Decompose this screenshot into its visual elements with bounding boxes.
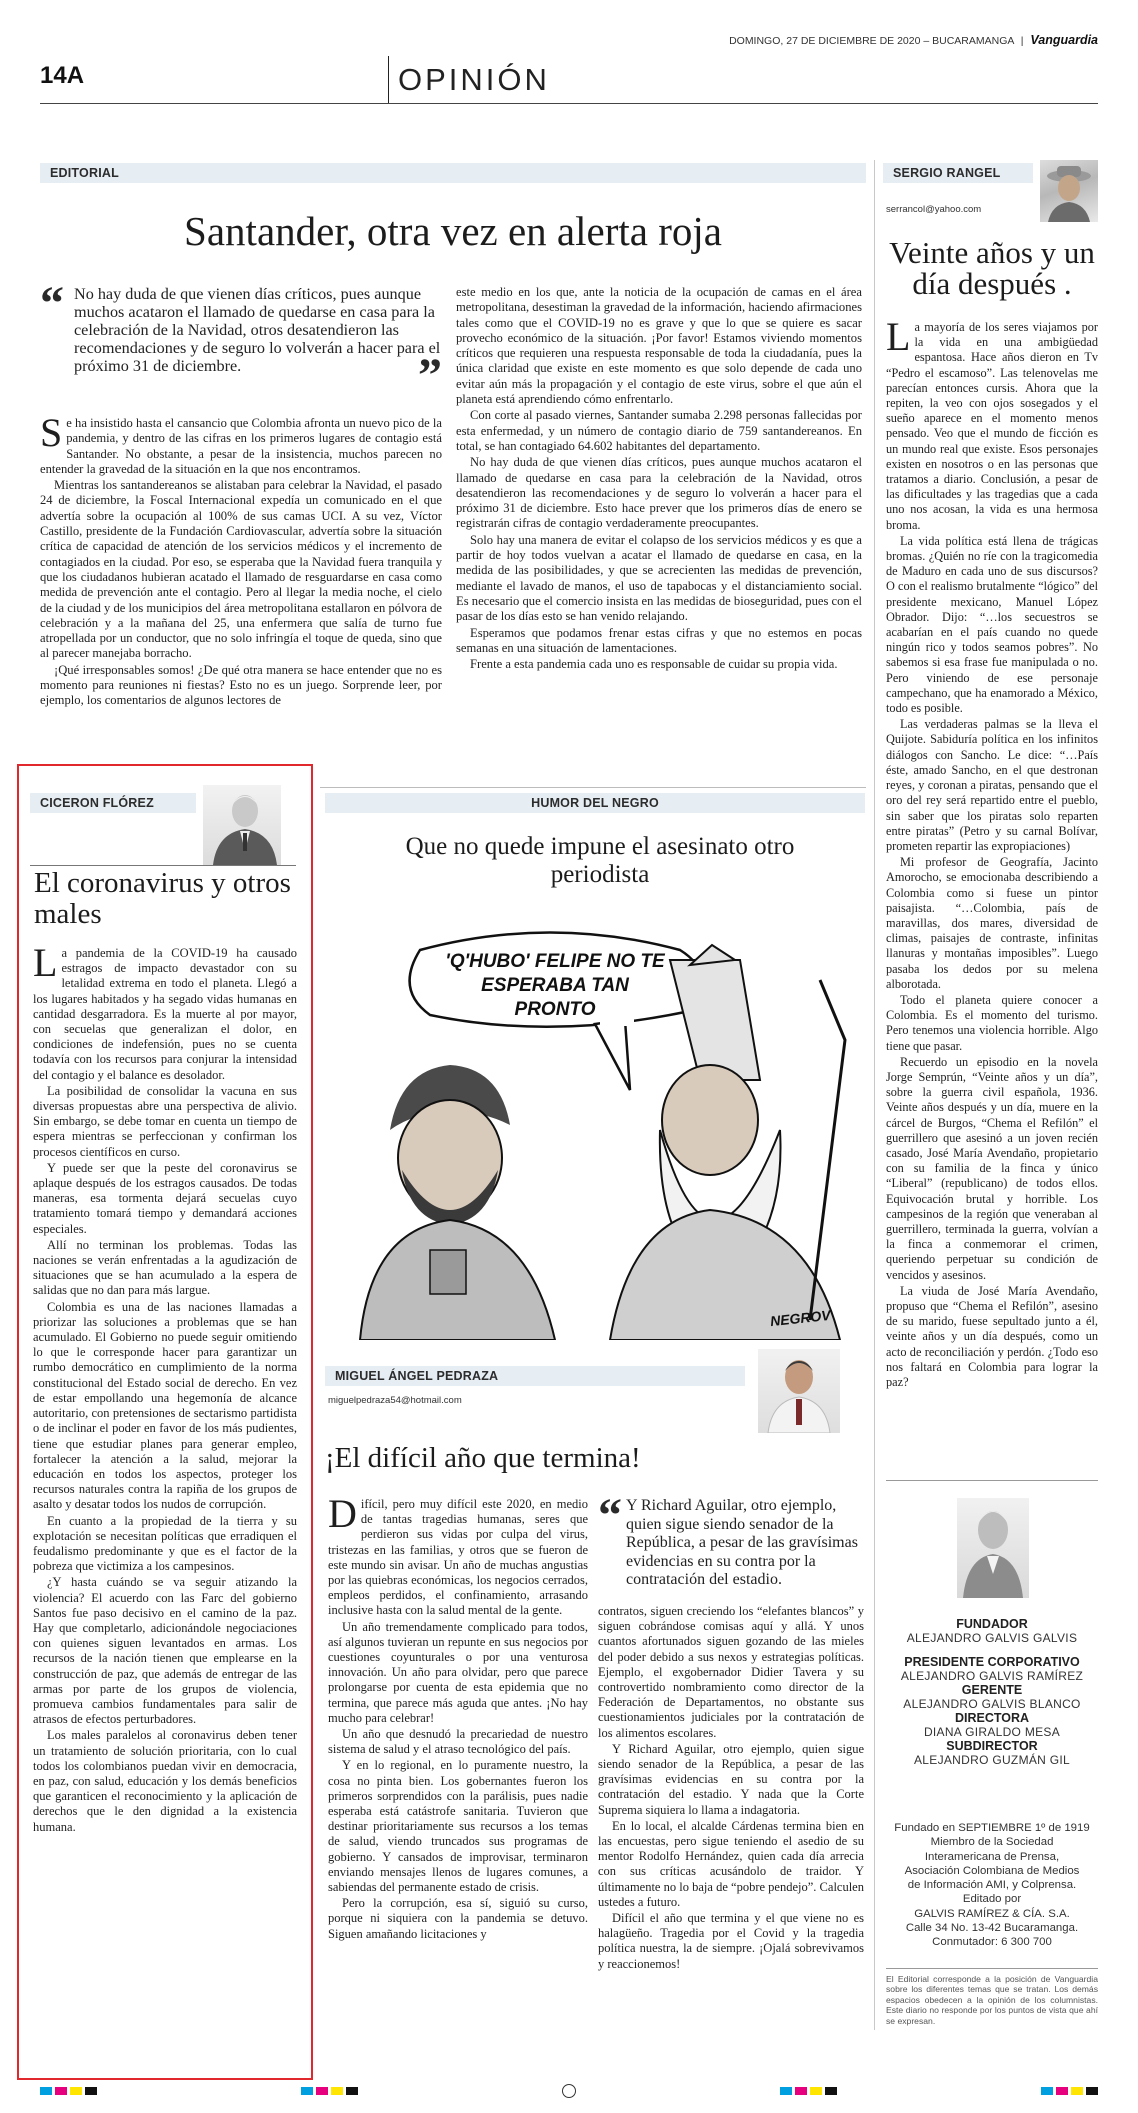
info-line: Fundado en SEPTIEMBRE 1º de 1919 xyxy=(894,1822,1090,1834)
info-line: de Información AMI, y Colprensa. xyxy=(907,1879,1077,1892)
masthead-role: PRESIDENTE CORPORATIVO xyxy=(904,1655,1080,1669)
masthead-person: ALEJANDRO GALVIS BLANCO xyxy=(903,1697,1081,1711)
editorial-pullquote xyxy=(40,277,442,402)
masthead-role: GERENTE xyxy=(961,1683,1023,1697)
pedraza-email[interactable]: miguelpedraza54@hotmail.com xyxy=(328,1395,462,1406)
masthead-role: SUBDIRECTOR xyxy=(946,1739,1038,1753)
masthead-info xyxy=(886,1821,1098,1950)
paragraph: En lo local, el alcalde Cárdenas termina bien en las encuestas, pero sigue teniendo el asedio de su mentor Rodolfo Hernández, quien cada día arrecia con sus críticas acusándolo de traidor. Y últimamente no lo baja de “pobre pendejo”. Calculen ustedes a futuro. xyxy=(598,1818,864,1909)
registration-mark-icon xyxy=(562,2084,576,2098)
masthead-person: ALEJANDRO GALVIS RAMÍREZ xyxy=(900,1669,1084,1683)
masthead-entry xyxy=(886,1711,1098,1739)
disclaimer: El Editorial corresponde a la posición de Vanguardia sobre los diferentes temas que se tratan. Los demás espacios obedecen a la opinión de los columnistas. Este diario no responde por los puntos de vista que ahí se expresan. xyxy=(886,1974,1098,2026)
paragraph: Pero la corrupción, esa sí, siguió su curso, porque ni siquiera con la pandemia se detuvo. Siguen amañando licitaciones y xyxy=(328,1896,588,1941)
rangel-headline: Veinte años y un día después . xyxy=(889,235,1095,301)
founder-portrait-icon xyxy=(957,1498,1029,1598)
pedraza-column-2 xyxy=(598,1604,864,1973)
pedraza-photo xyxy=(758,1349,840,1433)
portrait-icon xyxy=(203,785,281,865)
paragraph: La viuda de José María Avendaño, propuso que “Chema el Refilón”, asesino de su marido, fuese sepultado junto a él, veinte años y un día después, como un acto de reconciliación y perdón. ¿Todo eso nos faltará en Colombia para lograr la paz? xyxy=(886,1283,1098,1390)
masthead-credits xyxy=(886,1617,1098,1767)
paragraph: Colombia es una de las naciones llamadas a priorizar las soluciones a problemas que se han acumulado. El Gobierno no puede seguir omitiendo lo que le corresponde hacer para garantizar un rumbo democrático en cumplimiento de la norma constitucional del Estado social de derecho. En vez de estar empollando una hegemonía de alcance autoritario, con pretensiones de sectarismo partidista o de inclinar el poder en favor de los más pudientes, tiene que estudiar planes para generar empleo, fortalecer la atención a la salud, mejorar la educación en todos los aspectos, proteger los recursos naturales contra la rapiña de los grupos de asalto y desatar todos los nudos de corrupción. xyxy=(33,1299,297,1512)
editorial-column-1 xyxy=(40,410,442,710)
close-quote-icon: ” xyxy=(418,349,442,402)
masthead-entry xyxy=(886,1655,1098,1683)
rangel-email[interactable]: serrancol@yahoo.com xyxy=(886,204,982,215)
pedraza-pullquote xyxy=(598,1489,864,1590)
paragraph: Esperamos que podamos frenar estas cifras y que no estemos en pocas semanas en una situación de lamentaciones. xyxy=(456,625,862,655)
masthead-rule xyxy=(886,1480,1098,1481)
paragraph: Un año tremendamente complicado para todos, así algunos tuvieran un repunte en sus negocios por cuestiones coyunturales o por una venturosa innovación. Un año para olvidar, pero que parece prolongarse por cuenta de esta epidemia que no termina, que parece más aguda que antes. ¡No hay mucho para celebrar! xyxy=(328,1619,588,1725)
pedraza-column-1 xyxy=(328,1491,588,1943)
open-quote-icon: “ xyxy=(598,1489,622,1542)
pullquote-text: No hay duda de que vienen días críticos, pues aunque muchos acataron el llamado de quedarse en casa para la celebración de la Navidad, otros desatendieron las recomendaciones y de seguro lo volverán a hacer para el próximo 31 de diciembre. xyxy=(74,285,441,375)
humor-tag: HUMOR DEL NEGRO xyxy=(325,793,865,813)
paragraph: Recuerdo un episodio en la novela Jorge Semprún, “Veinte años y un día”, sobre la guerra civil española, 1936. Veinte años después y un día, muere en la cárcel de Burgos, “Chema el Refilón” el guerrillero que asesinó a un joven recién casado, José María Avendaño, propietario con su familia de la finca y único “Liberal” (republicano) de todos ellos. Equivocación brutal y horrible. Los campesinos de la región que veneraban al guerrillero, terminada la guerra, volvían a la finca a conmemorar el crimen, queriendo perpetuar su condición de vencidos y asesinos. xyxy=(886,1054,1098,1282)
paragraph: Difícil, pero muy difícil este 2020, en medio de tantas tragedias humanas, seres que perdieron sus vidas por culpa del virus, tristezas en las familias, y otros que se fueron de este mundo sin avisar. Un año de muchas angustias por las quiebras económicas, los negocios cerrados, empleos perdidos, el confinamiento, arrasando inclusive hasta con la salud mental de la gente. xyxy=(328,1491,588,1618)
paragraph: Se ha insistido hasta el cansancio que Colombia afronta un nuevo pico de la pandemia, y dentro de las cifras en los primeros lugares de contagio está Santander. No obstante, a pesar de la insistencia, muchos parecen no entender la gravedad de la situación en la que nos encontramos. xyxy=(40,410,442,476)
pedraza-headline: ¡El difícil año que termina! xyxy=(325,1442,641,1474)
paragraph: No hay duda de que vienen días críticos, pues aunque muchos acataron el llamado de quedarse en casa para la celebración de la Navidad, otros desatendieron las recomendaciones y de seguro lo volverán a hacer para el próximo 31 de diciembre. Esto hace prever que los primeros días de enero se registrarán cifras de contagio verdaderamente preocupantes. xyxy=(456,455,862,531)
humor-headline: Que no quede impune el asesinato otro periodista xyxy=(405,833,795,888)
cartoon-signature: NEGROV xyxy=(769,1306,832,1330)
masthead-person: ALEJANDRO GUZMÁN GIL xyxy=(913,1753,1071,1767)
color-swatch-group xyxy=(780,2087,837,2095)
masthead-role: DIRECTORA xyxy=(954,1711,1030,1725)
pedraza-tag: MIGUEL ÁNGEL PEDRAZA xyxy=(325,1366,745,1386)
rangel-column xyxy=(886,314,1098,1391)
lower-section-rule xyxy=(320,787,866,788)
masthead-entry xyxy=(886,1739,1098,1767)
info-line: Interamericana de Prensa, xyxy=(924,1850,1060,1863)
paragraph: La vida política está llena de trágicas bromas. ¿Quién no ríe con la tragicomedia de Maduro en cada uno de sus discursos? O con el realismo brutalmente “lógico” del presidente mexicano, Manuel López Obrador. Dijo: “…los secuestros se acabarían en el país cuando no quede ningún rico y todos seamos pobres”. No sabemos si esa frase fue manipulada o no. Pero viniendo de ese personaje campechano, que ha enamorado a México, todo es posible. xyxy=(886,533,1098,716)
info-line: Asociación Colombiana de Medios xyxy=(904,1864,1080,1877)
masthead-entry xyxy=(886,1617,1098,1645)
paragraph: La posibilidad de consolidar la vacuna en sus diversas propuestas abre una perspectiva de alivio. Sin embargo, se debe tomar en cuenta un tiempo de espera mientras se perfeccionan y confirman los procesos científicos en curso. xyxy=(33,1083,297,1159)
paragraph: Y en lo regional, en lo puramente nuestro, la cosa no pinta bien. Los gobernantes fueron los primeros sorprendidos con la parálisis, pues nadie esperaba está catástrofe sanitaria. Tuvieron que destinar prioritariamente sus recursos a los temas de salud, viendo truncados sus programas de gobierno. Y cansados de improvisar, terminaron enviando mensajes llenos de lugares comunes, a sabiendas del permanente estado de crisis. xyxy=(328,1758,588,1895)
paragraph: Un año que desnudó la precariedad de nuestro sistema de salud y el atraso tecnológico del país. xyxy=(328,1727,588,1757)
info-line: GALVIS RAMÍREZ & CÍA. S.A. xyxy=(914,1907,1070,1920)
open-quote-icon: “ xyxy=(40,277,64,330)
header-divider xyxy=(388,56,389,104)
editorial-column-2 xyxy=(456,285,862,673)
header-rule xyxy=(40,103,1098,104)
cartoon-balloon-text: 'Q'HUBO' FELIPE NO TE ESPERABA TAN PRONTO xyxy=(445,951,665,1020)
paragraph: Allí no terminan los problemas. Todas las naciones se verán enfrentadas a la agudización de situaciones que se han acumulado a la espera de salidas que no dan para más largue. xyxy=(33,1237,297,1298)
florez-headline: El coronavirus y otros males xyxy=(34,867,291,930)
pullquote-text: Y Richard Aguilar, otro ejemplo, quien sigue siendo senador de la República, a pesar de las gravísimas evidencias en su contra por la contratación del estadio. xyxy=(626,1497,858,1588)
info-line: Calle 34 No. 13-42 Bucaramanga. xyxy=(905,1922,1079,1935)
paragraph: este medio en los que, ante la noticia de la ocupación de camas en el área metropolitana, desestiman la gravedad de la información, haciendo afirmaciones tales como que el COVID-19 no es grave y que lo que se quiere es sacar provecho económico de la situación. ¡Por favor! Estamos viviendo momentos críticos que requieren una respuesta responsable de toda la ciudadanía, pues la única claridad que existe en este momento es que solo depende de cada uno evitar aún más la propagación y el contagio de este virus, sobre el que aún el planeta está aprendiendo cómo enfrentarlo. xyxy=(456,285,862,407)
masthead-entry xyxy=(886,1683,1098,1711)
founder-photo xyxy=(957,1498,1029,1598)
section-title: OPINIÓN xyxy=(398,62,550,97)
portrait-icon xyxy=(1040,160,1098,222)
paragraph: Mi profesor de Geografía, Jacinto Amorocho, se emocionaba describiendo a Colombia como si fuese un pintor paisajista. “…Colombia, país de maravillas, dos mares, diversidad de climas, paisajes de contraste, infinitas llanuras y montañas imposibles”. Luego pasaba los dedos por su melena alborotada. xyxy=(886,855,1098,991)
disclaimer-rule xyxy=(886,1968,1098,1969)
paragraph: Todo el planeta quiere conocer a Colombia. Es el momento del turismo. Pero tenemos una violencia horrible. Algo tiene que pasar. xyxy=(886,992,1098,1053)
printer-color-bar xyxy=(40,2087,1098,2095)
masthead-role: FUNDADOR xyxy=(956,1617,1028,1631)
rangel-photo xyxy=(1040,160,1098,222)
color-swatch-group xyxy=(40,2087,97,2095)
florez-tag: CICERON FLÓREZ xyxy=(30,793,196,813)
page-number: 14A xyxy=(40,62,85,89)
paragraph: La pandemia de la COVID-19 ha causado estragos de impacto devastador con su letalidad extrema en todo el planeta. Llegó a los lugares habitados y ha segado vidas humanas en cantidad desgarradora. Es la muerte al por mayor, con secuelas que generalizan el dolor, en condiciones de indefensión, pues no se cuenta todavía con los recursos para conjurar la intensidad del contagio y el balance es desolador. xyxy=(33,940,297,1082)
paragraph: Solo hay una manera de evitar el colapso de los servicios médicos y es que a partir de hoy todos vuelvan a acatar el llamado de quedarse en casa, en la medida de las posibilidades, y que se acrecienten las medidas de prevención, mediante el lavado de manos, el uso de tapabocas y el distanciamiento social. Es necesario que el comercio insista en las medidas de bioseguridad, pues con el pasar de los días esto se han venido relajando. xyxy=(456,532,862,624)
paragraph: ¿Y hasta cuándo se va seguir atizando la violencia? El acuerdo con las Farc del gobierno Santos fue paso decisivo en el camino de la paz. Hay que completarlo, adicionándole negociaciones con quienes siguen levantados en armas. Los recursos de la nación tienen que emplearse en la construcción de paz, que además de entregar de las armas por parte de los grupos de violencia, promueva cambios fundamentales para salir de atrasos de efectos perturbadores. xyxy=(33,1575,297,1727)
florez-rule xyxy=(30,865,296,866)
paragraph: contratos, siguen creciendo los “elefantes blancos” y siguen cobrándose comisas aquí y allá. Y unos cuantos afortunados siguen gozando de las mieles del poder debido a sus nexos y estrategias políticas. Ejemplo, el exgobernador Didier Tavera y su controvertido nombramiento como director de la Federación de Departamentos, no obstante sus cuestionamientos judiciales por la contratación de los alimentos escolares. xyxy=(598,1604,864,1740)
info-line: Conmutador: 6 300 700 xyxy=(932,1936,1052,1949)
color-swatch-group xyxy=(1041,2087,1098,2095)
paragraph: Los males paralelos al coronavirus deben tener un tratamiento de solución prioritaria, con lo cual todos los colombianos puedan vivir en democracia, en paz, con salud, educación y los demás beneficios que garanticen el reconocimiento y la aplicación de derechos que le den dignidad a la existencia humana. xyxy=(33,1728,297,1834)
paragraph: Mientras los santandereanos se alistaban para celebrar la Navidad, el pasado 24 de diciembre, la Foscal Internacional expedía un comunicado en el que advertía sobre la ocupación al 100% de sus camas UCI. A su vez, Víctor Castillo, presidente de la Fundación Cardiovascular, advertía sobre la situación crítica de capacidad de atención de los servicios médicos y el incremento de contagiados en la ciudad. Por eso, se esperaba que la Navidad fuera tranquila y que los ciudadanos hubieran acatado el llamado de resguardarse en casa como medida de prevención ante el contagio. Pero al llegar la media noche, el cielo de la ciudad y de los municipios del área metropolitana estallaron en pólvora de celebración y a la mañana del 25, una enfermera que salía de turno fue atropellada por un conductor, que no solo infringía el toque de queda, sino que al parecer manejaba borracho. xyxy=(40,478,442,661)
paragraph: Con corte al pasado viernes, Santander sumaba 2.298 personas fallecidas por esta enfermedad, y un número de contagio diario de 759 santandereanos. En total, se han contagiado 64.602 habitantes del departamento. xyxy=(456,408,862,453)
florez-column xyxy=(33,940,297,1836)
editorial-headline: Santander, otra vez en alerta roja xyxy=(184,208,722,254)
paragraph: Y puede ser que la peste del coronavirus se aplaque después de los estragos causados. De todas maneras, esa tormenta dejará secuelas cuyo tratamiento tomará tiempo y demandará acciones especiales. xyxy=(33,1160,297,1236)
paragraph: Y Richard Aguilar, otro ejemplo, quien sigue siendo senador de la República, a pesar de las gravísimas evidencias en su contra por la contratación del estadio. Y nada que la Corte Suprema siquiera lo llama a indagatoria. xyxy=(598,1741,864,1817)
dateline-text: DOMINGO, 27 DE DICIEMBRE DE 2020 – BUCARAMANGA xyxy=(729,35,1014,47)
info-line: Miembro de la Sociedad xyxy=(930,1836,1054,1849)
editorial-tag: EDITORIAL xyxy=(40,163,866,183)
masthead-person: DIANA GIRALDO MESA xyxy=(923,1725,1061,1739)
dateline: DOMINGO, 27 DE DICIEMBRE DE 2020 – BUCARAMANGA | Vanguardia xyxy=(729,33,1098,47)
cartoon xyxy=(340,920,860,1340)
info-line: Editado por xyxy=(962,1893,1022,1906)
brand-logo: Vanguardia xyxy=(1030,33,1098,47)
paragraph: Difícil el año que termina y el que viene no es halagüeño. Tragedia por el Covid y la tragedia política nuestra, la de siempre. ¡Ojalá sobrevivamos y reaccionemos! xyxy=(598,1911,864,1971)
paragraph: La mayoría de los seres viajamos por la vida en una ambigüedad espantosa. Hace años dieron en Tv “Pedro el escamoso”. Las telenovelas me parecían entonces cursis. Ahora que la repiten, la veo con ojos sosegados y el sueño aparece en el momento menos pensado. Veo que el mundo de ficción es un mundo real que existe. Esos personajes existen en nosotros o en las personas que tratamos a diario. Conclusión, a pesar de las dificultades y las tragedias que a cada uno nos acosan, la vida es una hermosa broma. xyxy=(886,314,1098,532)
paragraph: Las verdaderas palmas se la lleva el Quijote. Sabiduría política en los infinitos diálogos con Sancho. Le dice: “…País éste, amado Sancho, en el que destronan reyes, y coronan a piratas, pensando que el oro del rey será repartido entre el pueblo, sin saber que los piratas solo reparten entre piratas” (Petro y su carnal Bolívar, prometen repartir las expropiaciones) xyxy=(886,717,1098,853)
paragraph: ¡Qué irresponsables somos! ¿De qué otra manera se hace entender que no es momento para reuniones ni fiestas? Esto no es un juego. Sorprende leer, por ejemplo, los comentarios de algunos lectores de xyxy=(40,662,442,708)
color-swatch-group xyxy=(301,2087,358,2095)
rangel-tag: SERGIO RANGEL xyxy=(883,163,1033,183)
florez-photo xyxy=(203,785,281,865)
portrait-icon xyxy=(758,1349,840,1433)
column-divider xyxy=(874,160,875,2030)
masthead-person: ALEJANDRO GALVIS GALVIS xyxy=(906,1631,1078,1645)
paragraph: Frente a esta pandemia cada uno es responsable de cuidar su propia vida. xyxy=(470,657,838,672)
paragraph: En cuanto a la propiedad de la tierra y su explotación se necesitan políticas que erradiquen el feudalismo predominante y que es el factor de la pobreza que victimiza a los campesinos. xyxy=(33,1513,297,1574)
